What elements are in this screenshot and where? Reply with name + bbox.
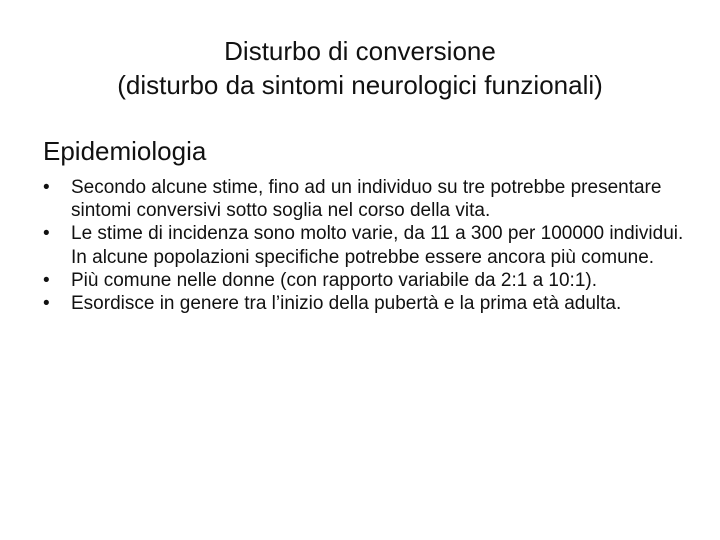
bullet-text: Esordisce in genere tra l’inizio della pubertà e la prima età adulta. xyxy=(71,293,622,315)
bullet-text: Le stime di incidenza sono molto varie, da 11 a 300 per 100000 individui. In alcune popolazioni specifiche potrebbe essere ancora più comune. xyxy=(71,223,684,268)
bullet-item xyxy=(43,176,693,222)
bullet-dot-icon: • xyxy=(43,293,50,315)
section-heading: Epidemiologia xyxy=(43,136,207,166)
bullet-item xyxy=(43,269,693,292)
bullet-item xyxy=(43,292,693,315)
bullet-dot-icon: • xyxy=(43,223,50,245)
slide-title xyxy=(40,34,680,102)
slide-title-line-2: (disturbo da sintomi neurologici funzionali) xyxy=(117,70,603,100)
bullet-text: Secondo alcune stime, fino ad un individuo su tre potrebbe presentare sintomi conversivi sotto soglia nel corso della vita. xyxy=(71,177,662,222)
bullet-item xyxy=(43,222,693,268)
bullet-list xyxy=(43,176,693,315)
bullet-dot-icon: • xyxy=(43,177,50,198)
bullet-text: Più comune nelle donne (con rapporto variabile da 2:1 a 10:1). xyxy=(71,269,598,291)
slide-title-line-1: Disturbo di conversione xyxy=(224,36,496,66)
bullet-dot-icon: • xyxy=(43,269,50,291)
